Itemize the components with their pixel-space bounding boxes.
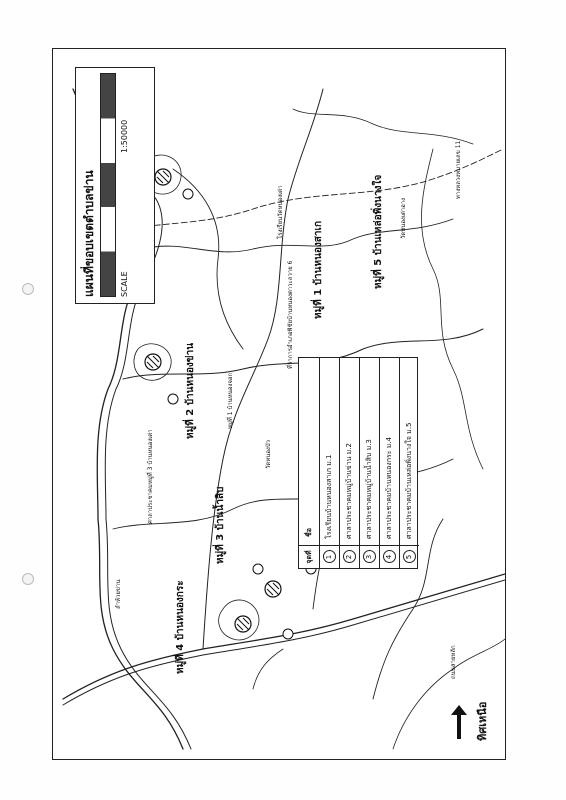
legend-row-name: โรงเรียนบ้านหนองสาเก ม.1 — [325, 454, 333, 539]
north-arrow — [445, 681, 490, 741]
legend-row-num: 4 — [383, 551, 396, 564]
legend-header-name: ชื่อ — [304, 528, 313, 537]
legend-row-name: ศาลาประชาคมบ้านเหล่อพิ่งนางใจ ม.5 — [405, 422, 413, 539]
place-label: ถนนสายหลัก — [450, 645, 457, 679]
legend-header — [299, 358, 320, 568]
legend-row-num: 2 — [343, 551, 356, 564]
scale-value: 1:50000 — [120, 119, 129, 153]
legend-row — [400, 358, 419, 568]
legend-row-name: ศาลาประชาคมหมู่บ้านข่าน ม.2 — [345, 443, 353, 539]
legend-row-name: ศาลาประชาคมบ้านหนองกระ ม.4 — [385, 437, 393, 539]
village-label-3: หมู่ที่ 3 บ้านน้ำสิบ — [215, 486, 226, 564]
place-label: ที่ว่าการอำเภอพิชัยบ้านหนองตาวะลวาย 6 — [287, 260, 294, 369]
title-block — [75, 67, 155, 304]
place-label: วัดหนองเต่าอาง — [400, 197, 407, 239]
place-label: โรงเรียนวัดหนองเต่า — [277, 185, 284, 239]
map-title: แผนที่ขอบเขตตำบลข่าน — [82, 170, 96, 297]
north-label: ทิศเหนือ — [476, 701, 489, 741]
legend-row-num: 1 — [323, 551, 336, 564]
legend-table — [298, 357, 418, 569]
legend-header-num: จุดที่ — [299, 545, 319, 568]
village-label-1: หมู่ที่ 1 บ้านหนองสาเก — [313, 220, 324, 319]
scale-label: SCALE — [120, 271, 129, 297]
place-label: ลำห้วยข่าน — [115, 579, 122, 609]
rotated-label-layer — [53, 49, 505, 759]
map-frame — [52, 48, 506, 760]
place-label: หมู่ที่ 1 บ้านหนองจอก — [227, 372, 234, 429]
legend-row — [360, 358, 380, 568]
village-label-2: หมู่ที่ 2 บ้านหนองข่าน — [185, 342, 196, 439]
village-label-4: หมู่ที่ 4 บ้านหนองกระ — [175, 580, 186, 674]
legend-row — [340, 358, 360, 568]
place-label: ศาลาประชาคมหมู่ที่ 3 บ้านหนองเต่า — [147, 429, 154, 524]
place-label: วัดหนองบัว — [265, 439, 272, 469]
legend-row — [380, 358, 400, 568]
place-label: ทางหลวงหมายเลข 11 — [455, 140, 462, 199]
village-label-5: หมู่ที่ 5 บ้านเหล่อพิ่งนางใจ — [373, 174, 384, 289]
legend-row-num: 3 — [363, 551, 376, 564]
punch-hole — [22, 283, 34, 295]
legend-row-name: ศาลาประชาคมหมู่บ้านน้ำสิบ ม.3 — [365, 439, 373, 539]
scale-bar — [100, 73, 116, 297]
legend-row — [320, 358, 340, 568]
legend-row-num: 5 — [403, 551, 416, 564]
punch-hole — [22, 573, 34, 585]
